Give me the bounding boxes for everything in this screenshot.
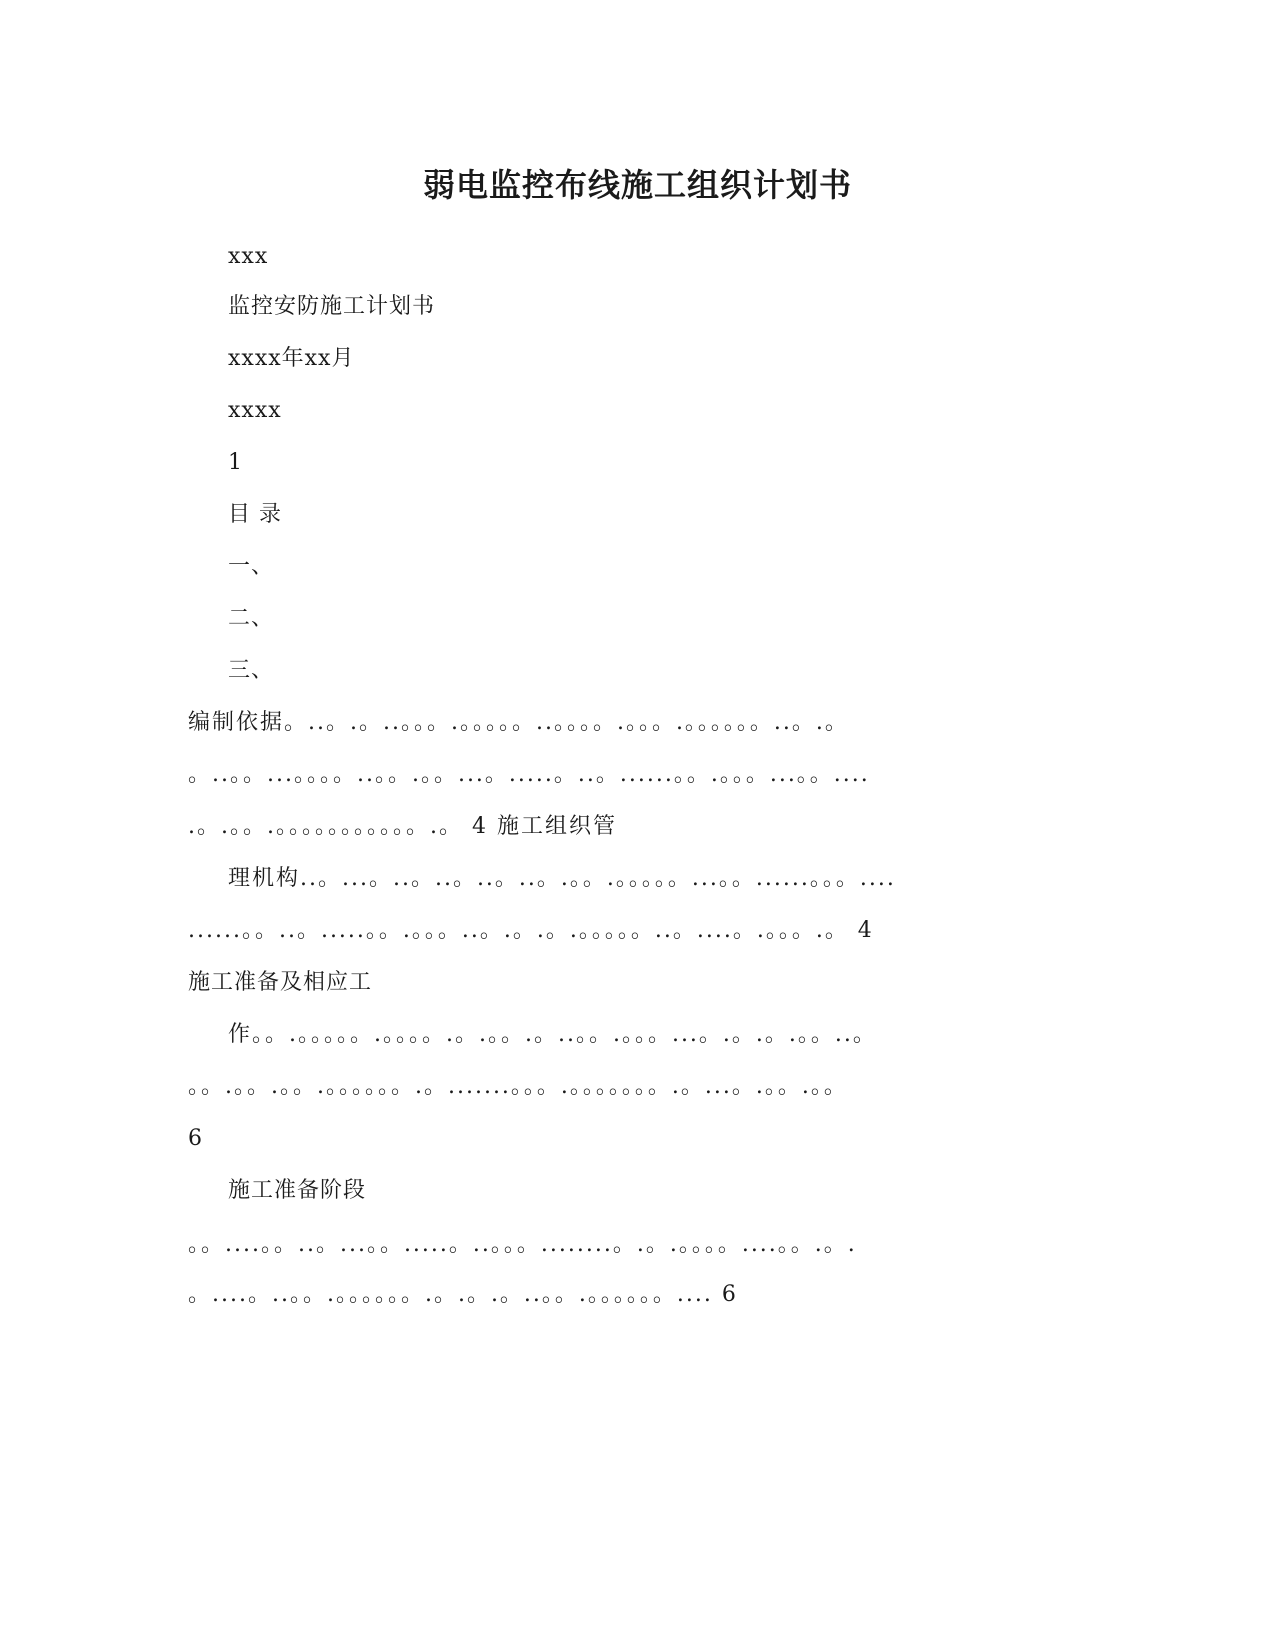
cover-date: xxxx年xx月 <box>228 346 355 371</box>
toc-line-5: ......。。..。.....。。.。。。..。.。.。.。。。。。..。....。.。。。.。 4 <box>188 918 874 943</box>
cover-subtitle: 监控安防施工计划书 <box>228 294 436 319</box>
cover-company: xxx <box>228 244 269 269</box>
toc-line-7: 作。。.。。。。。.。。。。.。.。。.。..。。.。。。...。.。.。.。。..。 <box>228 1022 877 1047</box>
toc-line-12: 。....。..。。.。。。。。。.。.。.。..。。.。。。。。。.... 6 <box>188 1282 738 1307</box>
toc-line-3: .。.。。.。。。。。。。。。。。.。 4 施工组织管 <box>188 814 617 839</box>
toc-line-4: 理机构..。...。..。..。..。..。.。。.。。。。。...。。......。。。.... <box>228 866 896 891</box>
toc-line-1: 编制依据。..。.。..。。。.。。。。。..。。。。.。。。.。。。。。。..。.。 <box>188 710 849 735</box>
toc-line-2: 。..。。...。。。。..。。.。。...。.....。..。......。。.。。。...。。.... <box>188 762 870 787</box>
toc-heading: 目 录 <box>228 502 282 527</box>
toc-line-9: 6 <box>188 1126 203 1151</box>
toc-numeral-1: 一、 <box>228 554 275 579</box>
document-title: 弱电监控布线施工组织计划书 <box>422 166 852 204</box>
toc-numeral-3: 三、 <box>228 658 275 683</box>
toc-line-11: 。。....。。..。...。。.....。..。。。........。.。.。。。。....。。.。. <box>188 1232 857 1257</box>
toc-numeral-2: 二、 <box>228 606 275 631</box>
cover-author: xxxx <box>228 398 282 423</box>
toc-line-10: 施工准备阶段 <box>228 1178 367 1203</box>
toc-line-6: 施工准备及相应工 <box>188 970 373 995</box>
cover-page-number: 1 <box>228 450 243 475</box>
toc-line-8: 。。.。。.。。.。。。。。。.。.......。。。.。。。。。。。.。...。.。。.。。 <box>188 1074 848 1099</box>
